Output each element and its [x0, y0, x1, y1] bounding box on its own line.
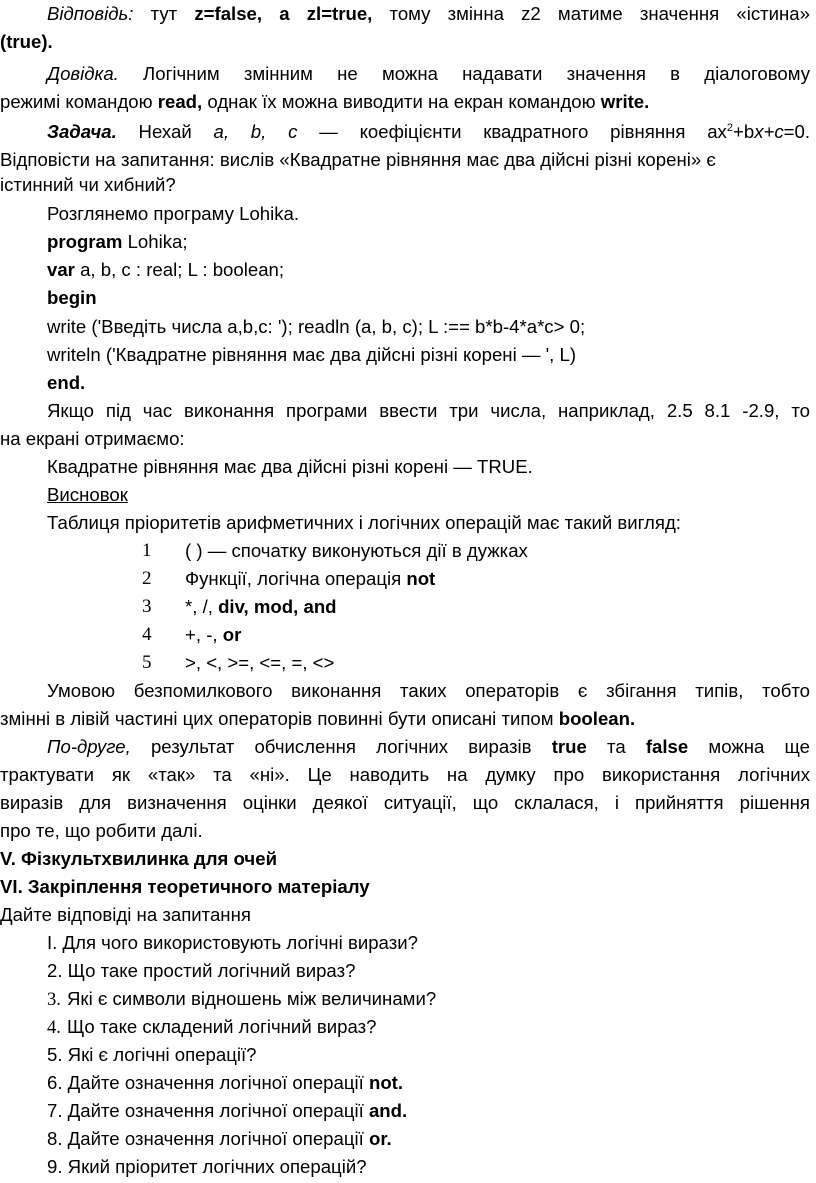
task-label: Задача.	[47, 121, 117, 142]
priority-text: Функції, логічна операція not	[185, 568, 436, 589]
reference-text-3: однак їх можна виводити на екран командою	[202, 91, 601, 112]
conclusion-heading	[0, 481, 816, 509]
secondly-line-1	[0, 733, 810, 761]
secondly-text-3: можна ще	[688, 736, 810, 757]
answer-label: Відповідь:	[47, 3, 134, 24]
code-var-line	[0, 256, 816, 284]
task-text-2: — коефіцієнти квадратного рівняння	[297, 121, 708, 142]
question-item: 3. Які є символи відношень між величинами?	[0, 985, 816, 1013]
keyword-begin: begin	[47, 287, 97, 308]
question-number: 7.	[47, 1100, 63, 1121]
keyword-var: var	[47, 259, 75, 280]
priority-number: 4	[142, 624, 152, 645]
code-program-line	[0, 228, 816, 256]
task-vars: a, b, c	[213, 121, 298, 142]
priority-row	[0, 649, 816, 677]
secondly-line-2: трактувати як «так» та «ні». Це наводить на думку про використання логічних	[0, 764, 810, 785]
secondly-bold-2: false	[645, 736, 689, 757]
condition-bold: boolean.	[558, 708, 636, 729]
run-output: Квадратне рівняння має два дійсні різні корені — TRUE.	[47, 456, 533, 477]
reference-label: Довідка.	[47, 63, 119, 84]
secondly-text-1: результат обчислення логічних виразів	[130, 736, 552, 757]
section-6-text: VI. Закріплення теоретичного матеріалу	[0, 876, 370, 897]
secondly-line-3: виразів для визначення оцінки деякої ситуації, що склалася, і прийняття рішення	[0, 792, 810, 813]
priority-number: 5	[142, 652, 152, 673]
priority-row	[0, 593, 816, 621]
question-number: 3.	[47, 989, 61, 1010]
priority-text: +, -, or	[185, 624, 242, 645]
question-item: І. Для чого використовують логічні вирази?	[47, 932, 418, 953]
task-line-2: Відповісти на запитання: вислів «Квадратне рівняння має два дійсні різні корені» є	[0, 149, 716, 170]
question-item: 8. Дайте означення логічної операції or.	[47, 1128, 392, 1149]
answer-text-2: тому змінна z2 матиме значення «істина»	[372, 3, 810, 24]
question-item: 4. Що таке складений логічний вираз?	[0, 1013, 816, 1041]
answer-bold-1: z=false, а zl=true,	[194, 3, 373, 24]
condition-line-2	[0, 705, 816, 733]
priority-text: >, <, >=, <=, =, <>	[185, 652, 335, 673]
question-number: 4.	[47, 1017, 61, 1038]
conclusion-heading-text: Висновок	[47, 484, 128, 505]
reference-text-2: режимі командою	[0, 91, 158, 112]
answer-line-1	[0, 0, 810, 28]
task-equation: $ах^2+bx+c=0$.	[707, 121, 811, 142]
answer-line-2	[0, 28, 816, 56]
reference-bold-1: read,	[157, 91, 203, 112]
question-item: 6. Дайте означення логічної операції not.	[47, 1072, 404, 1093]
reference-bold-2: write.	[600, 91, 650, 112]
reference-text-1: Логічним змінним не можна надавати значення в діалоговому	[118, 63, 810, 84]
reference-line-2	[0, 88, 816, 116]
answer-bold-2: (true).	[0, 31, 53, 52]
run-line-1: Якщо під час виконання програми ввести три числа, наприклад, 2.5 8.1 -2.9, то	[47, 400, 810, 421]
task-text-1: Нехай	[116, 121, 214, 142]
priority-row	[0, 621, 816, 649]
section-5-heading	[0, 845, 816, 873]
question-item: 7. Дайте означення логічної операції and.	[47, 1100, 408, 1121]
question-item: 2. Що таке простий логічний вираз?	[47, 960, 356, 981]
priority-number: 2	[142, 568, 152, 589]
secondly-line-4: про те, що робити далі.	[0, 820, 203, 841]
priority-number: 1	[142, 540, 152, 561]
section-5-text: V. Фізкультхвилинка для очей	[0, 848, 277, 869]
code-writeln-line: writeln ('Квадратне рівняння має два дійсні різні корені — ', L)	[47, 344, 577, 365]
keyword-end: end.	[47, 372, 86, 393]
secondly-label: По-друге,	[47, 736, 131, 757]
reference-line-1	[0, 60, 810, 88]
section-6-heading	[0, 873, 816, 901]
priority-text: ( ) — спочатку виконуються дії в дужках	[185, 540, 528, 561]
answer-text-1: тут	[133, 3, 195, 24]
run-line-2: на екрані отримаємо:	[0, 428, 185, 449]
code-begin-line	[0, 284, 816, 312]
code-end-line	[0, 369, 816, 397]
conclusion-intro: Таблиця пріоритетів арифметичних і логічних операцій має такий вигляд:	[47, 512, 681, 533]
question-item: 9. Який пріоритет логічних операцій?	[47, 1156, 367, 1177]
question-number: 8.	[47, 1128, 63, 1149]
question-number: І.	[47, 932, 58, 953]
question-number: 2.	[47, 960, 63, 981]
priority-number: 3	[142, 596, 152, 617]
task-line-3: істинний чи хибний?	[0, 174, 176, 195]
condition-line-1: Умовою безпомилкового виконання таких операторів є збігання типів, тобто	[47, 680, 810, 701]
questions-intro: Дайте відповіді на запитання	[0, 904, 251, 925]
secondly-bold-1: true	[551, 736, 587, 757]
priority-text: *, /, div, mod, and	[185, 596, 337, 617]
program-intro: Розглянемо програму Lohika.	[47, 203, 300, 224]
priority-row	[0, 565, 816, 593]
question-number: 5.	[47, 1044, 63, 1065]
question-item: 5. Які є логічні операції?	[47, 1044, 257, 1065]
question-number: 9.	[47, 1156, 63, 1177]
task-line-1	[0, 118, 810, 146]
question-number: 6.	[47, 1072, 63, 1093]
code-write-line: write ('Введіть числа a,b,c: '); readln (a, b, c); L :== b*b-4*a*c> 0;	[47, 316, 586, 337]
condition-text: змінні в лівій частині цих операторів повинні бути описані типом	[0, 708, 559, 729]
code-program-rest: Lohika;	[122, 231, 188, 252]
secondly-text-2: та	[586, 736, 646, 757]
keyword-program: program	[47, 231, 123, 252]
priority-row	[0, 537, 816, 565]
code-var-rest: a, b, c : real; L : boolean;	[74, 259, 285, 280]
